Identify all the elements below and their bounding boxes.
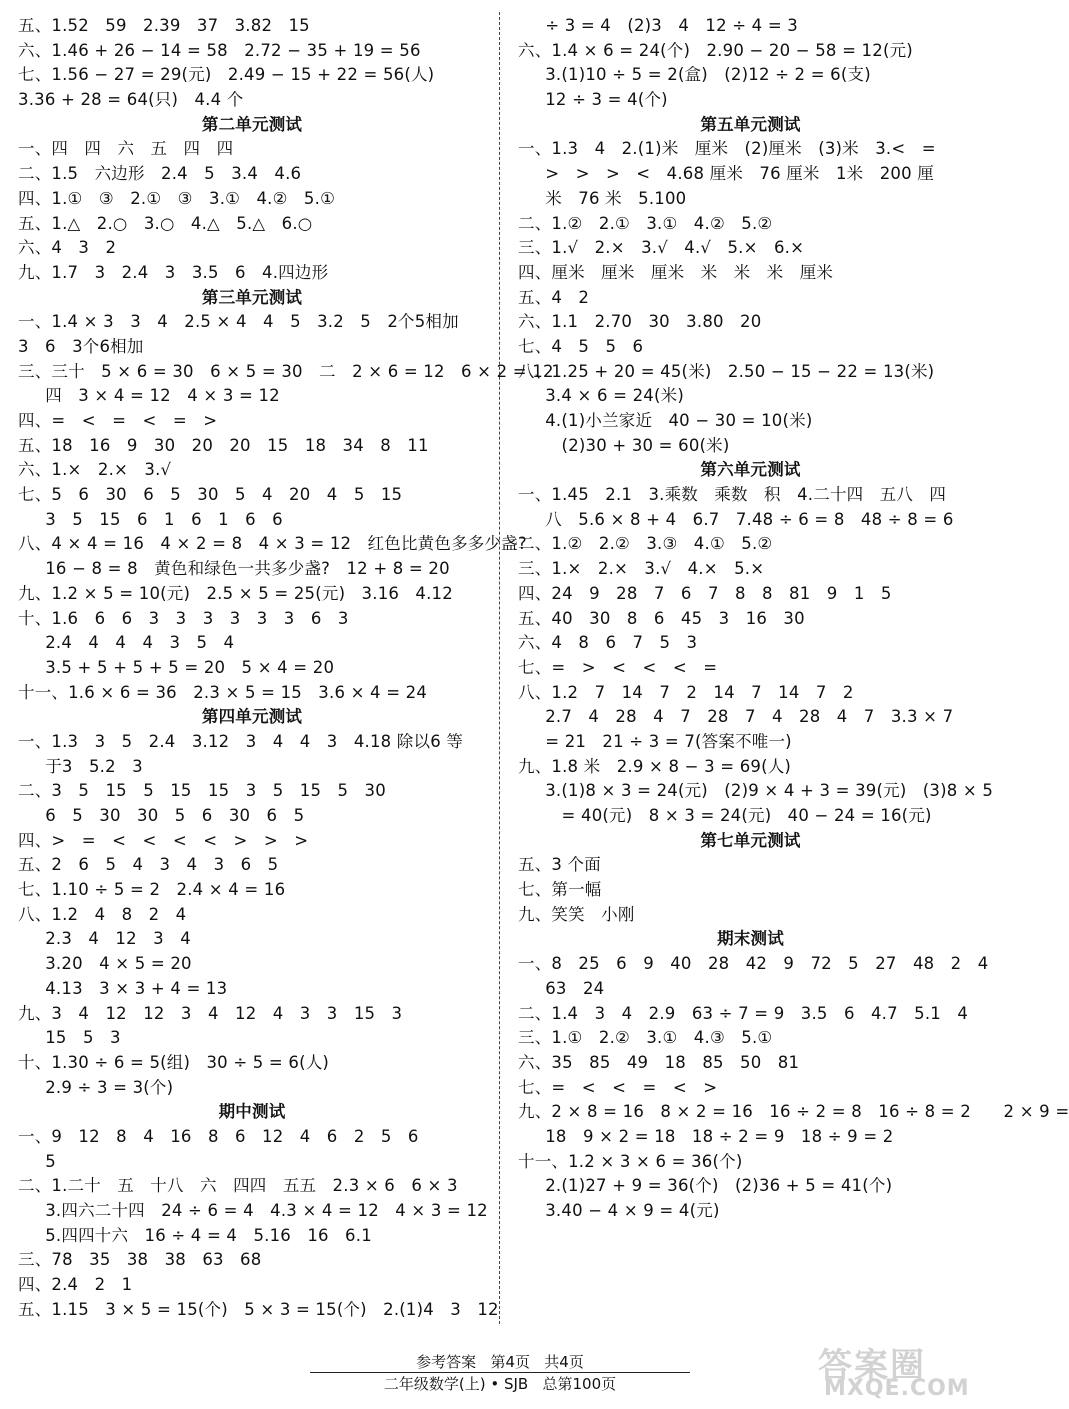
answer-line: 3.36 + 28 = 64(只) 4.4 个 xyxy=(18,90,244,110)
answer-line: > > > < 4.68 厘米 76 厘米 1米 200 厘 xyxy=(518,164,934,184)
section-heading: 第三单元测试 xyxy=(201,287,303,307)
answer-line: 七、1.56 − 27 = 29(元) 2.49 − 15 + 22 = 56(人) xyxy=(18,65,435,85)
section-heading: 期末测试 xyxy=(717,929,784,949)
answer-line: 七、1.10 ÷ 5 = 2 2.4 × 4 = 16 xyxy=(18,880,286,900)
answer-line: 八 5.6 × 8 + 4 6.7 7.48 ÷ 6 = 8 48 ÷ 8 = 6 xyxy=(518,509,954,529)
answer-line: 六、1.4 × 6 = 24(个) 2.90 − 20 − 58 = 12(元) xyxy=(518,40,913,60)
answer-line: 63 24 xyxy=(518,978,605,998)
answer-line: 八、1.2 4 8 2 4 xyxy=(18,904,187,924)
answer-line: 2.7 4 28 4 7 28 7 4 28 4 7 3.3 × 7 xyxy=(518,707,954,727)
answer-line: 五、1.△ 2.○ 3.○ 4.△ 5.△ 6.○ xyxy=(18,213,313,233)
answer-line: 一、1.45 2.1 3.乘数 乘数 积 4.二十四 五八 四 xyxy=(518,485,947,505)
answer-line: (2)30 + 30 = 60(米) xyxy=(518,435,730,455)
answer-line: 2.9 ÷ 3 = 3(个) xyxy=(18,1077,174,1097)
answer-line: 三、1.× 2.× 3.√ 4.× 5.× xyxy=(518,559,765,579)
answer-line: 七、5 6 30 6 5 30 5 4 20 4 5 15 xyxy=(18,485,403,505)
answer-line: 3 5 15 6 1 6 1 6 6 xyxy=(18,509,283,529)
answer-line: 七、= > < < < = xyxy=(518,657,718,677)
answer-line: 二、1.二十 五 十八 六 四四 五五 2.3 × 6 6 × 3 xyxy=(18,1176,458,1196)
answer-line: 3.(1)10 ÷ 5 = 2(盒) (2)12 ÷ 2 = 6(支) xyxy=(518,65,871,85)
answer-line: 四、厘米 厘米 厘米 米 米 米 厘米 xyxy=(518,262,834,282)
answer-line: 2.(1)27 + 9 = 36(个) (2)36 + 5 = 41(个) xyxy=(518,1176,893,1196)
answer-line: 3.5 + 5 + 5 + 5 = 20 5 × 4 = 20 xyxy=(18,657,335,677)
answer-line: 3.40 − 4 × 9 = 4(元) xyxy=(518,1201,720,1220)
answer-line: 六、35 85 49 18 85 50 81 xyxy=(518,1052,800,1072)
footer-rule xyxy=(310,1372,690,1373)
answer-line: 5.四四十六 16 ÷ 4 = 4 5.16 16 6.1 xyxy=(18,1225,372,1245)
answer-line: 16 − 8 = 8 黄色和绿色一共多少盏? 12 + 8 = 20 xyxy=(18,559,450,579)
answer-line: 五、18 16 9 30 20 20 15 18 34 8 11 xyxy=(18,435,429,455)
answer-line: 六、4 3 2 xyxy=(18,238,117,258)
column-divider xyxy=(499,12,500,1324)
answer-line: 三、78 35 38 38 63 68 xyxy=(18,1250,262,1270)
answer-line: 十、1.30 ÷ 6 = 5(组) 30 ÷ 5 = 6(人) xyxy=(18,1052,330,1072)
answer-line: 五、1.52 59 2.39 37 3.82 15 xyxy=(18,16,310,35)
answer-line: 五、3 个面 xyxy=(518,855,601,875)
answer-line: 七、= < < = < > xyxy=(518,1077,718,1097)
answer-line: 米 76 米 5.100 xyxy=(518,188,687,208)
answer-line: 八、1.25 + 20 = 45(米) 2.50 − 15 − 22 = 13(米) xyxy=(518,361,935,381)
answer-line: 2.3 4 12 3 4 xyxy=(18,929,191,949)
answer-line: 12 ÷ 3 = 4(个) xyxy=(518,90,668,110)
answer-line: 二、1.4 3 4 2.9 63 ÷ 7 = 9 3.5 6 4.7 5.1 4 xyxy=(518,1003,969,1023)
answer-line: 4.13 3 × 3 + 4 = 13 xyxy=(18,978,228,998)
answer-line: 八、1.2 7 14 7 2 14 7 14 7 2 xyxy=(518,682,854,702)
answer-line: 3.(1)8 × 3 = 24(元) (2)9 × 4 + 3 = 39(元) (3)8 × 5 xyxy=(518,781,994,801)
answer-line: 七、4 5 5 6 xyxy=(518,336,644,356)
answer-line: 一、9 12 8 4 16 8 6 12 4 6 2 5 6 xyxy=(18,1126,419,1146)
answer-line: 四、1.① ③ 2.① ③ 3.① 4.② 5.① xyxy=(18,188,336,208)
answer-line: 3.20 4 × 5 = 20 xyxy=(18,954,192,974)
answer-line: 3 6 3个6相加 xyxy=(18,336,144,356)
section-heading: 第五单元测试 xyxy=(700,114,801,134)
answer-line: 5 xyxy=(18,1151,56,1171)
answer-line: 四、= < = < = > xyxy=(18,411,218,430)
answer-line: 八、4 × 4 = 16 4 × 2 = 8 4 × 3 = 12 红色比黄色多多少盏? xyxy=(18,534,527,554)
answer-line: 一、8 25 6 9 40 28 42 9 72 5 27 48 2 4 xyxy=(518,954,989,974)
answer-line: ÷ 3 = 4 (2)3 4 12 ÷ 4 = 3 xyxy=(518,16,798,35)
answer-line: 二、3 5 15 5 15 15 3 5 15 5 30 xyxy=(18,781,386,801)
watermark-site: MXQE.COM xyxy=(824,1376,970,1401)
answer-line: 六、1.1 2.70 30 3.80 20 xyxy=(518,312,762,332)
answer-line: = 40(元) 8 × 3 = 24(元) 40 − 24 = 16(元) xyxy=(518,806,932,825)
answer-line: 五、40 30 8 6 45 3 16 30 xyxy=(518,608,805,628)
answer-line: 十一、1.2 × 3 × 6 = 36(个) xyxy=(518,1151,743,1171)
watermark-logo: 答案圈 xyxy=(818,1346,926,1386)
answer-line: 六、1.46 + 26 − 14 = 58 2.72 − 35 + 19 = 56 xyxy=(18,40,421,60)
answer-line: 五、4 2 xyxy=(518,287,590,307)
answer-line: 九、1.7 3 2.4 3 3.5 6 4.四边形 xyxy=(18,262,329,282)
answer-line: 五、2 6 5 4 3 4 3 6 5 xyxy=(18,855,279,875)
answer-line: 一、1.3 4 2.(1)米 厘米 (2)厘米 (3)米 3.< = xyxy=(518,139,936,159)
answer-line: 十一、1.6 × 6 = 36 2.3 × 5 = 15 3.6 × 4 = 24 xyxy=(18,682,428,702)
answer-line: 六、1.× 2.× 3.√ xyxy=(18,460,172,480)
answer-line: 三、1.① 2.② 3.① 4.③ 5.① xyxy=(518,1028,773,1048)
answer-line: 二、1.5 六边形 2.4 5 3.4 4.6 xyxy=(18,164,302,184)
answer-line: 九、3 4 12 12 3 4 12 4 3 3 15 3 xyxy=(18,1003,403,1023)
answer-line: 九、1.8 米 2.9 × 8 − 3 = 69(人) xyxy=(518,756,792,776)
answer-line: 六、4 8 6 7 5 3 xyxy=(518,633,698,653)
section-heading: 第六单元测试 xyxy=(700,460,801,480)
answer-line: 一、1.3 3 5 2.4 3.12 3 4 4 3 4.18 除以6 等 xyxy=(18,731,464,751)
answer-line: 七、第一幅 xyxy=(518,880,602,900)
answer-line: 九、笑笑 小刚 xyxy=(518,904,635,924)
answer-line: 二、1.② 2.② 3.③ 4.① 5.② xyxy=(518,534,773,554)
answer-line: 2.4 4 4 4 3 5 4 xyxy=(18,633,235,653)
section-heading: 第七单元测试 xyxy=(700,830,801,850)
answer-line: 三、三十 5 × 6 = 30 6 × 5 = 30 二 2 × 6 = 12 6 × 2 = 12 xyxy=(18,361,554,381)
answer-line: 九、1.2 × 5 = 10(元) 2.5 × 5 = 25(元) 3.16 4.12 xyxy=(18,583,453,603)
section-heading: 第二单元测试 xyxy=(201,114,303,134)
answer-line: 18 9 × 2 = 18 18 ÷ 2 = 9 18 ÷ 9 = 2 xyxy=(518,1126,894,1146)
section-heading: 期中测试 xyxy=(218,1102,286,1122)
answer-line: 四 3 × 4 = 12 4 × 3 = 12 xyxy=(18,386,280,406)
answer-line: 五、1.15 3 × 5 = 15(个) 5 × 3 = 15(个) 2.(1)4 3 12 xyxy=(18,1299,499,1319)
section-heading: 第四单元测试 xyxy=(201,707,303,727)
answer-line: 3.四六二十四 24 ÷ 6 = 4 4.3 × 4 = 12 4 × 3 = 12 xyxy=(18,1201,488,1220)
answer-line: 九、2 × 8 = 16 8 × 2 = 16 16 ÷ 2 = 8 16 ÷ 8 = 2 2 × 9 = xyxy=(518,1102,1069,1122)
answer-line: 二、1.② 2.① 3.① 4.② 5.② xyxy=(518,213,773,233)
answer-line: 四、24 9 28 7 6 7 8 8 81 9 1 5 xyxy=(518,583,892,603)
right-column xyxy=(518,14,1069,1224)
footer-book-info: 二年级数学(上) • SJB 总第100页 xyxy=(383,1375,617,1393)
answer-line: = 21 21 ÷ 3 = 7(答案不唯一) xyxy=(518,731,792,751)
answer-line: 三、1.√ 2.× 3.√ 4.√ 5.× 6.× xyxy=(518,238,805,258)
answer-line: 四、> = < < < < > > > xyxy=(18,830,309,850)
answer-line: 3.4 × 6 = 24(米) xyxy=(518,386,684,406)
answer-line: 一、四 四 六 五 四 四 xyxy=(18,139,234,159)
answer-line: 15 5 3 xyxy=(18,1028,121,1048)
answer-line: 一、1.4 × 3 3 4 2.5 × 4 4 5 3.2 5 2个5相加 xyxy=(18,312,459,332)
answer-line: 于3 5.2 3 xyxy=(18,756,143,776)
answer-line: 4.(1)小兰家近 40 − 30 = 10(米) xyxy=(518,411,813,430)
answer-line: 6 5 30 30 5 6 30 6 5 xyxy=(18,806,305,825)
watermark xyxy=(818,1338,988,1404)
answer-line: 十、1.6 6 6 3 3 3 3 3 3 6 3 xyxy=(18,608,349,628)
footer-page-info: 参考答案 第4页 共4页 xyxy=(416,1353,584,1371)
answer-line: 四、2.4 2 1 xyxy=(18,1275,133,1295)
